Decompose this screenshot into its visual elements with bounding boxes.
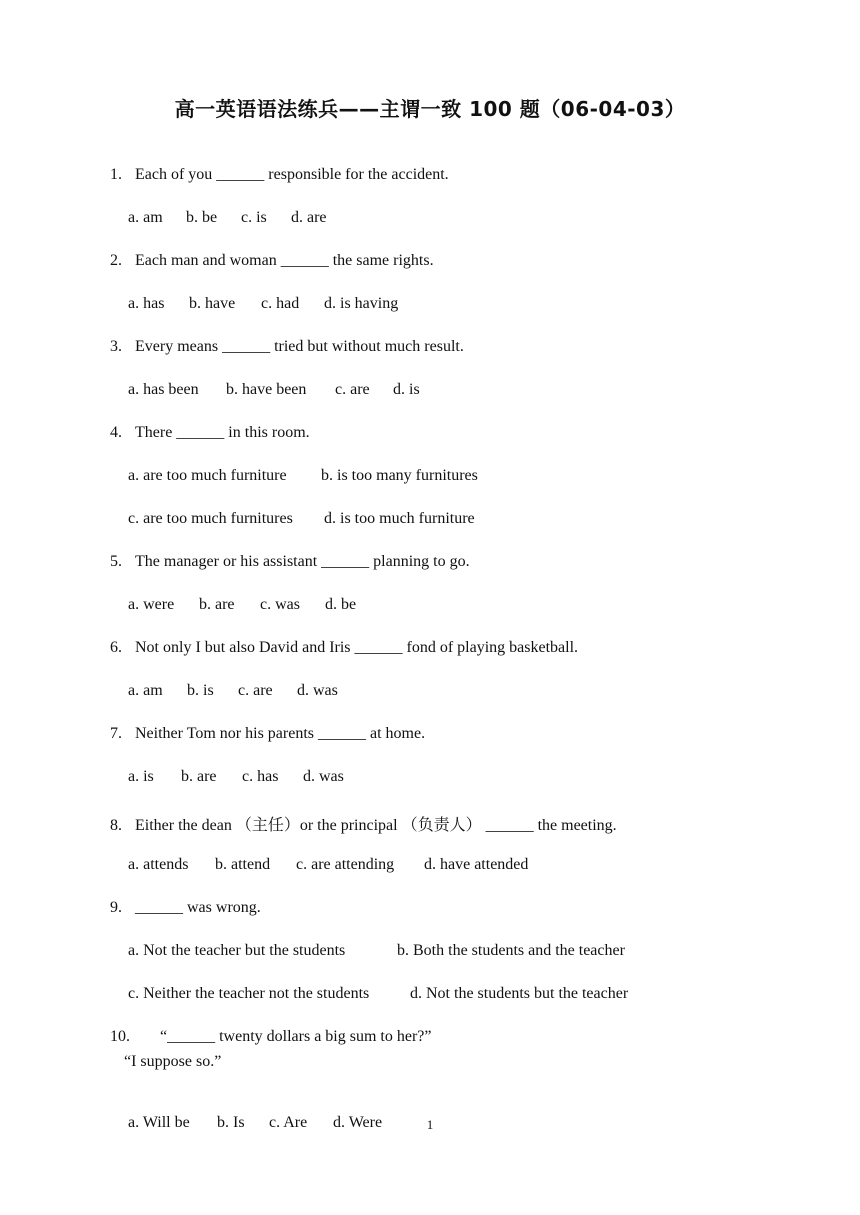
option-d: d. are — [291, 209, 327, 226]
option-c: c. Neither the teacher not the students — [128, 985, 370, 1002]
option-d: d. was — [303, 768, 344, 785]
option-d: d. Were — [333, 1114, 383, 1131]
option-b: b. are — [181, 768, 217, 785]
option-c: c. had — [261, 295, 300, 312]
option-b: b. have — [189, 295, 236, 312]
option-a: a. were — [128, 596, 175, 613]
option-a: a. is — [128, 768, 154, 785]
option-b: b. are — [199, 596, 235, 613]
option-a: a. am — [128, 209, 163, 226]
option-a: a. attends — [128, 856, 189, 873]
question-number: 7. — [110, 725, 122, 742]
question-text: Neither Tom nor his parents ______ at home. — [135, 725, 426, 742]
question-number: 1. — [110, 166, 122, 183]
question-number: 3. — [110, 338, 122, 355]
option-a: a. Not the teacher but the students — [128, 942, 346, 959]
page-number: 1 — [426, 1117, 434, 1132]
option-b: b. attend — [215, 856, 271, 873]
option-c: c. Are — [269, 1114, 308, 1131]
page-title: 高一英语语法练兵——主谓一致 100 题（06-04-03） — [174, 97, 686, 121]
option-c: c. are — [335, 381, 370, 398]
option-a: a. Will be — [128, 1114, 190, 1131]
option-a: a. are too much furniture — [128, 467, 287, 484]
question-text: Each man and woman ______ the same rights. — [135, 252, 434, 269]
question-number: 4. — [110, 424, 122, 441]
option-d: d. was — [297, 682, 338, 699]
question-number: 2. — [110, 252, 122, 269]
question-text: Every means ______ tried but without much result. — [135, 338, 464, 355]
option-c: c. are attending — [296, 856, 395, 873]
option-a: a. has — [128, 295, 165, 312]
option-d: d. is having — [324, 295, 399, 312]
option-a: a. am — [128, 682, 163, 699]
option-c: c. are — [238, 682, 273, 699]
option-c: c. are too much furnitures — [128, 510, 293, 527]
option-b: b. have been — [226, 381, 307, 398]
question-text: There ______ in this room. — [135, 424, 310, 441]
option-d: d. be — [325, 596, 357, 613]
option-b: b. is too many furnitures — [321, 467, 478, 484]
option-b: b. Is — [217, 1114, 245, 1131]
option-c: c. is — [241, 209, 267, 226]
question-number: 10. — [110, 1028, 130, 1045]
question-text: The manager or his assistant ______ planning to go. — [135, 553, 470, 570]
question-number: 5. — [110, 553, 122, 570]
question-10-reply: “I suppose so.” — [124, 1053, 222, 1070]
option-d: d. is — [393, 381, 420, 398]
option-b: b. be — [186, 209, 218, 226]
question-text: Each of you ______ responsible for the accident. — [135, 166, 449, 183]
option-c: c. has — [242, 768, 279, 785]
question-text: Either the dean （主任）or the principal （负责人） ______ the meeting. — [135, 817, 617, 834]
question-number: 8. — [110, 817, 122, 834]
option-c: c. was — [260, 596, 300, 613]
option-d: d. is too much furniture — [324, 510, 475, 527]
option-b: b. Both the students and the teacher — [397, 942, 625, 959]
option-d: d. have attended — [424, 856, 529, 873]
option-b: b. is — [187, 682, 214, 699]
question-text: Not only I but also David and Iris ______ fond of playing basketball. — [135, 639, 579, 656]
question-number: 6. — [110, 639, 122, 656]
option-d: d. Not the students but the teacher — [410, 985, 629, 1002]
question-number: 9. — [110, 899, 122, 916]
question-text: ______ was wrong. — [135, 899, 261, 916]
option-a: a. has been — [128, 381, 199, 398]
question-text: “______ twenty dollars a big sum to her?” — [160, 1028, 432, 1045]
